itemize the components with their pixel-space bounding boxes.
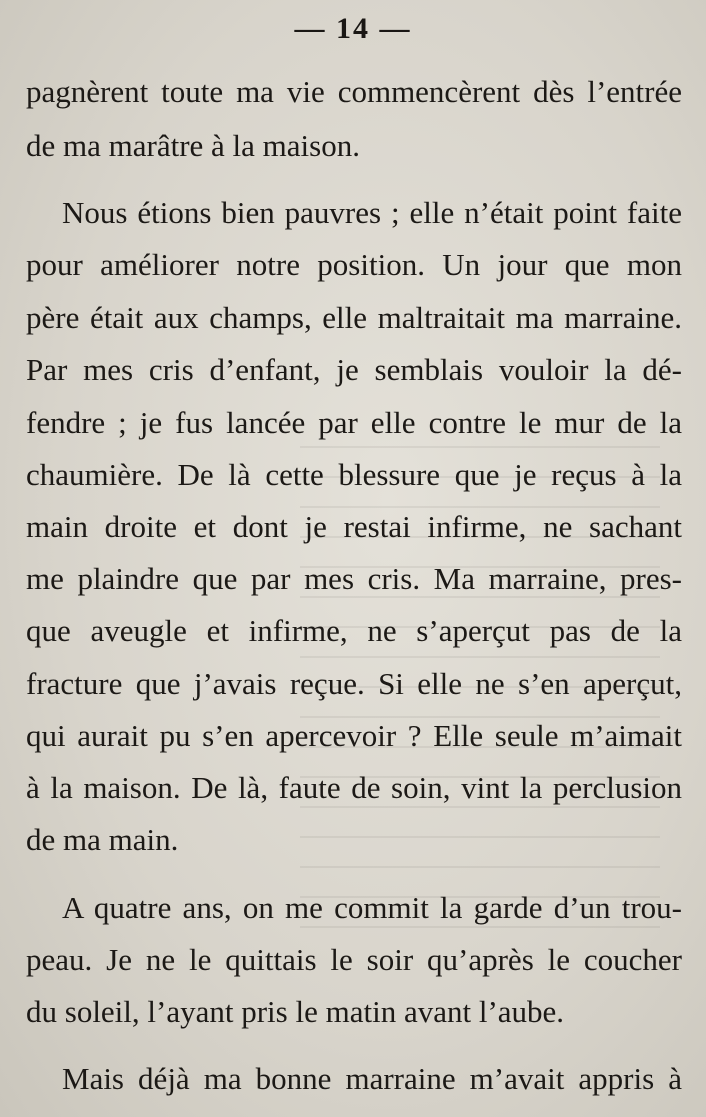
text-line: Nous étions bien pauvres ; elle n’était point faite [62,195,682,230]
text-line: à la maison. De là, faute de soin, vint la perclusion [26,770,682,805]
text-line: peau. Je ne le quittais le soir qu’après le coucher [26,942,682,977]
text-line: pagnèrent toute ma vie commencèrent dès l’entrée [26,74,682,109]
text-line: me plaindre que par mes cris. Ma marraine, pres- [26,561,682,596]
text-line: pour améliorer notre position. Un jour que mon [26,247,682,282]
text-line: A quatre ans, on me commit la garde d’un trou- [62,890,682,925]
text-line: père était aux champs, elle maltraitait ma marraine. [26,300,682,335]
text-line: chaumière. De là cette blessure que je reçus à la [26,457,682,492]
text-line: qui aurait pu s’en apercevoir ? Elle seule m’aimait [26,718,682,753]
text-line: fracture que j’avais reçue. Si elle ne s’en aperçut, [26,666,682,701]
text-line: de ma marâtre à la maison. [26,128,360,163]
text-line: du soleil, l’ayant pris le matin avant l’aube. [26,994,565,1029]
text-line: Par mes cris d’enfant, je semblais vouloir la dé- [26,352,682,387]
text-line: main droite et dont je restai infirme, ne sachant [26,509,682,544]
text-line: de ma main. [26,822,179,857]
text-line: Mais déjà ma bonne marraine m’avait appris à [62,1061,682,1096]
text-line: fendre ; je fus lancée par elle contre le mur de la [26,405,682,440]
text-line: que aveugle et infirme, ne s’aperçut pas de la [26,613,682,648]
page-number: — 14 — [294,12,412,45]
